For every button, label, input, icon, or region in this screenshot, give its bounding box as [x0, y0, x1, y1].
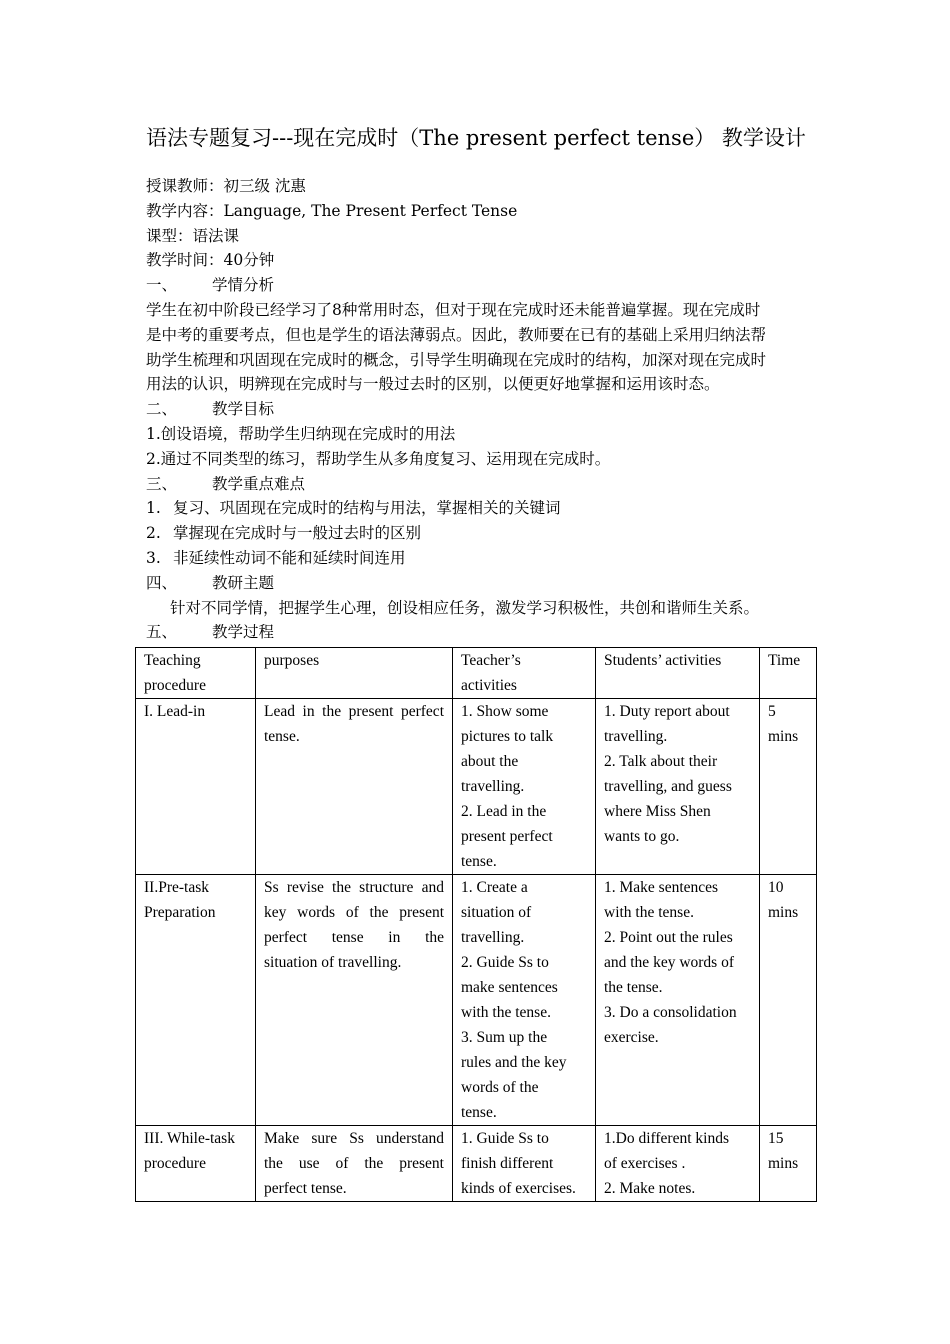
time-line: 教学时间：40分钟: [146, 251, 275, 270]
section-number: 二、: [146, 400, 178, 419]
section-heading-1: [146, 273, 826, 298]
cell-line: of exercises .: [604, 1155, 686, 1172]
cell-line: I. Lead-in: [144, 703, 206, 720]
cell-procedure: [136, 1126, 256, 1202]
cell-procedure: [136, 699, 256, 875]
cell-line: Preparation: [144, 904, 216, 921]
cell-line: 5: [768, 703, 776, 720]
cell-line: tense.: [264, 728, 300, 745]
cell-line: 1. Guide Ss to: [461, 1130, 549, 1147]
cell-line: 1. Duty report about: [604, 703, 730, 720]
cell-line: Teaching: [144, 652, 201, 669]
cell-line: travelling, and guess: [604, 778, 732, 795]
cell-time: [760, 875, 817, 1126]
cell-line: procedure: [144, 677, 206, 694]
cell-line: mins: [768, 1155, 799, 1172]
cell-line: 1. Make sentences: [604, 879, 719, 896]
list-text: 复习、巩固现在完成时的结构与用法，掌握相关的关键词: [173, 499, 561, 518]
key-point-item: [146, 521, 826, 546]
list-number: 1.: [146, 499, 161, 518]
cell-line: Teacher’s: [461, 652, 521, 669]
paragraph-line: 是中考的重要考点，但也是学生的语法薄弱点。因此，教师要在已有的基础上采用归纳法帮: [146, 325, 767, 344]
cell-line: 2. Guide Ss to: [461, 954, 549, 971]
cell-line: activities: [461, 677, 517, 694]
cell-line: Ss revise the structure and: [264, 879, 444, 896]
cell-line: with the tense.: [461, 1004, 551, 1021]
cell-student-activities: [596, 875, 760, 1126]
cell-line: 1.Do different kinds: [604, 1130, 729, 1147]
cell-line: 2. Lead in the: [461, 803, 547, 820]
cell-line: situation of travelling.: [264, 954, 402, 971]
cell-line: 1. Create a: [461, 879, 528, 896]
paragraph-line: 助学生梳理和巩固现在完成时的概念，引导学生明确现在完成时的结构，加深对现在完成时: [146, 350, 767, 369]
cell-line: 3. Do a consolidation: [604, 1004, 737, 1021]
cell-line: words of the: [461, 1079, 539, 1096]
header-cell-teacher-activities: [453, 648, 596, 699]
cell-teacher-activities: [453, 699, 596, 875]
cell-purposes: [256, 1126, 453, 1202]
section-label: 教学过程: [212, 623, 275, 642]
cell-line: 2. Point out the rules: [604, 929, 733, 946]
cell-line: finish different: [461, 1155, 554, 1172]
key-point-item: [146, 496, 826, 521]
cell-line: rules and the key: [461, 1054, 567, 1071]
cell-line: Students’ activities: [604, 652, 722, 669]
paragraph-line: 用法的认识，明辨现在完成时与一般过去时的区别，以便更好地掌握和运用该时态。: [146, 375, 720, 394]
cell-line: 15: [768, 1130, 784, 1147]
cell-student-activities: [596, 699, 760, 875]
header-cell-student-activities: [596, 648, 760, 699]
list-text: 非延续性动词不能和延续时间连用: [173, 548, 406, 567]
cell-line: Make sure Ss understand: [264, 1130, 444, 1147]
cell-line: with the tense.: [604, 904, 694, 921]
cell-line: exercise.: [604, 1029, 659, 1046]
cell-line: mins: [768, 904, 799, 921]
teacher-line: 授课教师：初三级 沈惠: [146, 177, 306, 195]
cell-line: perfect tense.: [264, 1180, 347, 1197]
section-label: 教研主题: [212, 573, 275, 592]
cell-line: the use of the present: [264, 1155, 444, 1172]
cell-line: situation of: [461, 904, 532, 921]
cell-line: tense.: [461, 1104, 497, 1121]
cell-teacher-activities: [453, 1126, 596, 1202]
cell-line: Lead in the present perfect: [264, 703, 444, 720]
cell-line: travelling.: [604, 728, 668, 745]
header-cell-purposes: [256, 648, 453, 699]
section-number: 四、: [146, 573, 178, 592]
goal-item: 1.创设语境，帮助学生归纳现在完成时的用法: [146, 424, 456, 443]
cell-procedure: [136, 875, 256, 1126]
key-point-item: [146, 546, 826, 571]
cell-line: perfect tense in the: [264, 929, 444, 946]
cell-line: 3. Sum up the: [461, 1029, 548, 1046]
cell-line: travelling.: [461, 929, 525, 946]
document-title: 语法专题复习---现在完成时（The present perfect tense） 教学设计: [146, 126, 806, 150]
cell-line: II.Pre-task: [144, 879, 209, 896]
cell-line: wants to go.: [604, 828, 680, 845]
cell-line: 2. Talk about their: [604, 753, 718, 770]
cell-teacher-activities: [453, 875, 596, 1126]
section-heading-5: [146, 620, 826, 645]
cell-line: key words of the present: [264, 904, 444, 921]
teaching-process-table: [135, 647, 817, 1202]
section-number: 五、: [146, 623, 178, 642]
cell-line: kinds of exercises.: [461, 1180, 576, 1197]
cell-line: make sentences: [461, 979, 558, 996]
cell-line: pictures to talk: [461, 728, 554, 745]
cell-line: the tense.: [604, 979, 663, 996]
table-header-row: [136, 648, 817, 699]
section-heading-2: [146, 397, 826, 422]
cell-line: and the key words of: [604, 954, 734, 971]
list-number: 3.: [146, 548, 161, 567]
table-row: [136, 875, 817, 1126]
list-number: 2.: [146, 524, 161, 543]
section-number: 三、: [146, 474, 178, 493]
content-line: 教学内容：Language, The Present Perfect Tense: [146, 201, 518, 220]
cell-line: mins: [768, 728, 799, 745]
section-label: 教学目标: [212, 400, 275, 419]
paragraph-line: 学生在初中阶段已经学习了8种常用时态，但对于现在完成时还未能普遍掌握。现在完成时: [146, 300, 761, 319]
cell-purposes: [256, 699, 453, 875]
cell-line: about the: [461, 753, 519, 770]
cell-line: 1. Show some: [461, 703, 549, 720]
cell-line: III. While-task: [144, 1130, 235, 1147]
list-text: 掌握现在完成时与一般过去时的区别: [173, 524, 422, 543]
lesson-info: [146, 174, 826, 645]
cell-time: [760, 1126, 817, 1202]
header-cell-procedure: [136, 648, 256, 699]
table-row: [136, 1126, 817, 1202]
cell-purposes: [256, 875, 453, 1126]
cell-line: present perfect: [461, 828, 553, 845]
lesson-type-line: 课型：语法课: [146, 226, 240, 245]
goal-item: 2.通过不同类型的练习，帮助学生从多角度复习、运用现在完成时。: [146, 449, 611, 468]
section-heading-4: [146, 571, 826, 596]
theme-text: 针对不同学情，把握学生心理，创设相应任务，激发学习积极性，共创和谐师生关系。: [170, 598, 760, 617]
cell-line: travelling.: [461, 778, 525, 795]
section-number: 一、: [146, 276, 178, 295]
cell-student-activities: [596, 1126, 760, 1202]
cell-line: tense.: [461, 853, 497, 870]
section-heading-3: [146, 472, 826, 497]
table-row: [136, 699, 817, 875]
cell-line: purposes: [264, 652, 320, 669]
cell-line: Time: [768, 652, 801, 669]
header-cell-time: [760, 648, 817, 699]
cell-line: where Miss Shen: [604, 803, 711, 820]
cell-line: 10: [768, 879, 784, 896]
cell-line: 2. Make notes.: [604, 1180, 696, 1197]
analysis-paragraph: [146, 298, 826, 397]
section-label: 学情分析: [212, 276, 275, 295]
section-label: 教学重点难点: [212, 474, 306, 493]
cell-time: [760, 699, 817, 875]
cell-line: procedure: [144, 1155, 206, 1172]
